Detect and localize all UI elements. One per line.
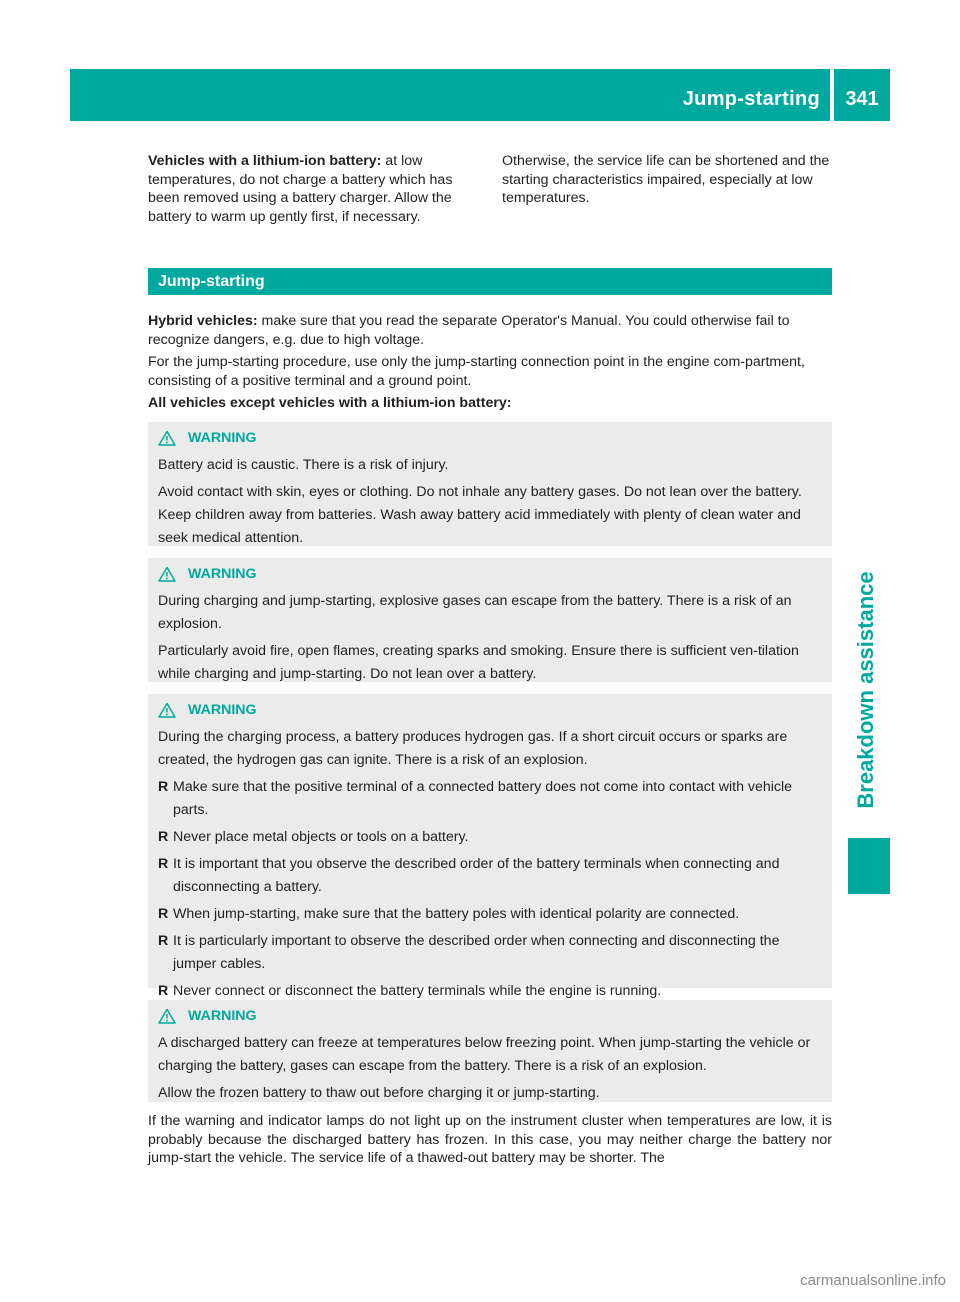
bullet-icon: R — [158, 829, 169, 845]
warning-paragraph: Avoid contact with skin, eyes or clothing. Do not inhale any battery gases. Do not lean over the battery. Keep children away from batteries. Wash away battery acid immediately with plenty of clean water and seek medical attention. — [158, 484, 802, 546]
warning-triangle-icon — [158, 566, 176, 582]
list-item — [158, 903, 824, 926]
warning-paragraph: Particularly avoid fire, open flames, creating sparks and smoking. Ensure there is sufficient ven-tilation while charging and jump-starting. Do not lean over a battery. — [158, 643, 799, 682]
warning-box — [148, 694, 832, 999]
lithium-ion-text: at low temperatures, do not charge a battery which has been removed using a battery charger. Allow the battery to warm up gently first, if necessary. — [148, 153, 453, 225]
list-item-text: Never place metal objects or tools on a battery. — [173, 829, 469, 845]
hybrid-paragraph — [148, 312, 832, 349]
warning-box — [148, 422, 832, 546]
warning-paragraph: During the charging process, a battery produces hydrogen gas. If a short circuit occurs or sparks are created, the hydrogen gas can ignite. There is a risk of an explosion. — [158, 729, 788, 768]
warning-header — [158, 558, 824, 590]
section-title: Jump-starting — [158, 273, 265, 290]
warning-box — [148, 558, 832, 682]
warning-header — [158, 422, 824, 454]
section-body — [148, 312, 832, 417]
warning-triangle-icon — [158, 702, 176, 718]
warning-paragraph: During charging and jump-starting, explosive gases can escape from the battery. There is a risk of an explosion. — [158, 593, 792, 632]
warning-triangle-icon — [158, 430, 176, 446]
warning-label: WARNING — [188, 701, 257, 718]
list-item — [158, 930, 824, 976]
warning-label: WARNING — [188, 565, 257, 582]
list-item-text: It is particularly important to observe the described order when connecting and disconnecting the jumper cables. — [173, 933, 780, 972]
warning-paragraph: Allow the frozen battery to thaw out before charging it or jump-starting. — [158, 1085, 600, 1101]
hybrid-text: make sure that you read the separate Operator's Manual. You could otherwise fail to recognize dangers, e.g. due to high voltage. — [148, 313, 790, 348]
side-tab — [846, 560, 886, 820]
intro-left-column — [148, 152, 478, 226]
warning-label: WARNING — [188, 1007, 257, 1024]
frozen-battery-paragraph: If the warning and indicator lamps do not light up on the instrument cluster when temperatures are low, it is probably because the discharged battery has frozen. In this case, you may neither charge the battery nor jump-start the vehicle. The service life of a thawed-out battery may be shorter. The — [148, 1113, 832, 1166]
warning-bullet-list — [158, 776, 824, 1003]
list-item-text: Never connect or disconnect the battery terminals while the engine is running. — [173, 983, 662, 999]
warning-header — [158, 1000, 824, 1032]
bullet-icon: R — [158, 906, 169, 922]
warning-header — [158, 694, 824, 726]
list-item — [158, 826, 824, 849]
side-tab-label: Breakdown assistance — [853, 571, 878, 809]
hybrid-heading: Hybrid vehicles: — [148, 313, 258, 329]
page-header-title: Jump-starting — [682, 88, 820, 110]
bullet-icon: R — [158, 983, 169, 999]
lithium-ion-heading: Vehicles with a lithium-ion battery: — [148, 153, 382, 169]
list-item — [158, 776, 824, 822]
intro-right-column: Otherwise, the service life can be shortened and the starting characteristics impaired, especially at low temperatures. — [502, 153, 830, 206]
warning-box — [148, 1000, 832, 1102]
list-item — [158, 853, 824, 899]
warning-paragraph: Battery acid is caustic. There is a risk of injury. — [158, 457, 449, 473]
bullet-icon: R — [158, 779, 169, 795]
all-vehicles-heading: All vehicles except vehicles with a lithium-ion battery: — [148, 395, 512, 411]
list-item-text: Make sure that the positive terminal of a connected battery does not come into contact with vehicle parts. — [173, 779, 793, 818]
warning-label: WARNING — [188, 429, 257, 446]
bullet-icon: R — [158, 856, 169, 872]
list-item-text: When jump-starting, make sure that the battery poles with identical polarity are connected. — [173, 906, 740, 922]
watermark: carmanualsonline.info — [800, 1272, 946, 1289]
bullet-icon: R — [158, 933, 169, 949]
side-tab-marker — [848, 838, 890, 894]
procedure-paragraph: For the jump-starting procedure, use only the jump-starting connection point in the engine com-partment, consisting of a positive terminal and a ground point. — [148, 354, 805, 389]
warning-triangle-icon — [158, 1008, 176, 1024]
warning-paragraph: A discharged battery can freeze at temperatures below freezing point. When jump-starting the vehicle or charging the battery, gases can escape from the battery. There is a risk of an explosion. — [158, 1035, 811, 1074]
list-item-text: It is important that you observe the described order of the battery terminals when connecting and disconnecting a battery. — [173, 856, 780, 895]
page-number: 341 — [845, 88, 879, 110]
